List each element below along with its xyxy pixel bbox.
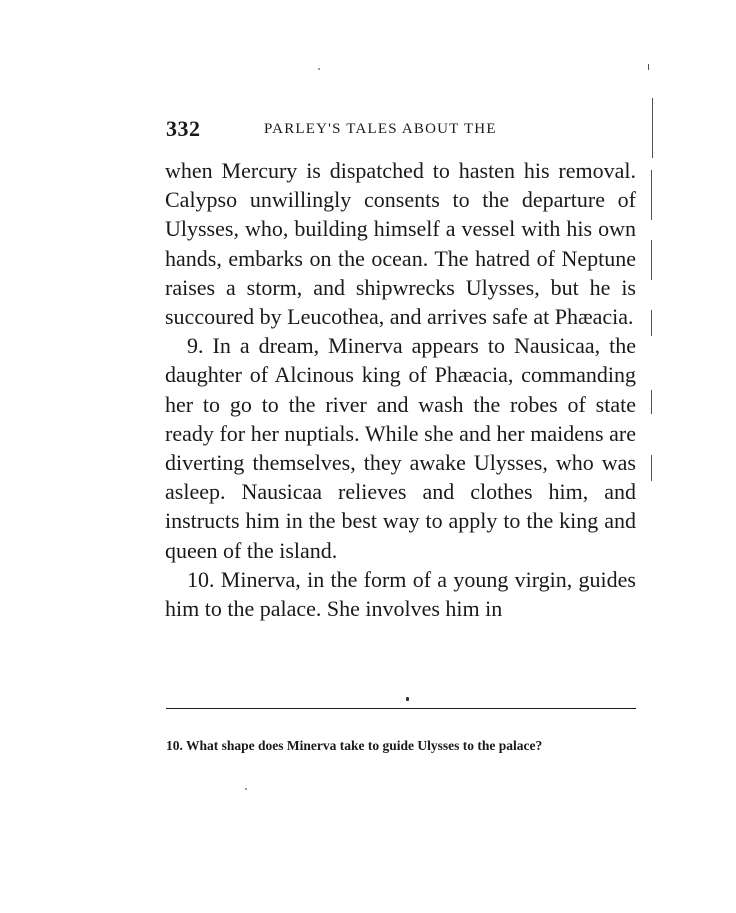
scan-edge-mark [318, 68, 320, 70]
footnote-question: 10. What shape does Minerva take to guide Ulysses to the palace? [166, 738, 543, 753]
footnote-divider [166, 708, 636, 709]
scan-edge-mark [651, 240, 652, 280]
paragraph-continuation: when Mercury is dispatched to hasten his removal. Calypso unwillingly consents to the departure of Ulysses, who, building himself a vessel with his own hands, embarks on the ocean. The hatred of Neptune raises a storm, and shipwrecks Ulysses, but he is succoured by Leucothea, and arrives safe at Phæacia. [165, 158, 636, 330]
scan-edge-mark [651, 170, 652, 220]
scan-edge-mark [651, 310, 652, 336]
ink-speck [406, 697, 409, 701]
body-text [165, 156, 636, 623]
footnote [166, 736, 636, 756]
running-head: PARLEY'S TALES ABOUT THE [264, 121, 497, 137]
page-number: 332 [166, 116, 201, 141]
scan-edge-mark [651, 455, 652, 481]
scan-edge-mark [245, 788, 247, 790]
scan-edge-mark [651, 390, 652, 414]
paragraph-10: 10. Minerva, in the form of a young virgin, guides him to the palace. She involves him in [165, 566, 636, 622]
page-header [166, 116, 636, 144]
scan-edge-mark [652, 98, 653, 158]
scan-edge-mark [648, 64, 649, 70]
paragraph-9: 9. In a dream, Minerva appears to Nausicaa, the daughter of Alcinous king of Phæacia, commanding her to go to the river and wash the robes of state ready for her nuptials. While she and her maidens are diverting themselves, they awake Ulysses, who was asleep. Nausicaa relieves and clothes him, and instructs him in the best way to apply to the king and queen of the island. [165, 333, 636, 563]
